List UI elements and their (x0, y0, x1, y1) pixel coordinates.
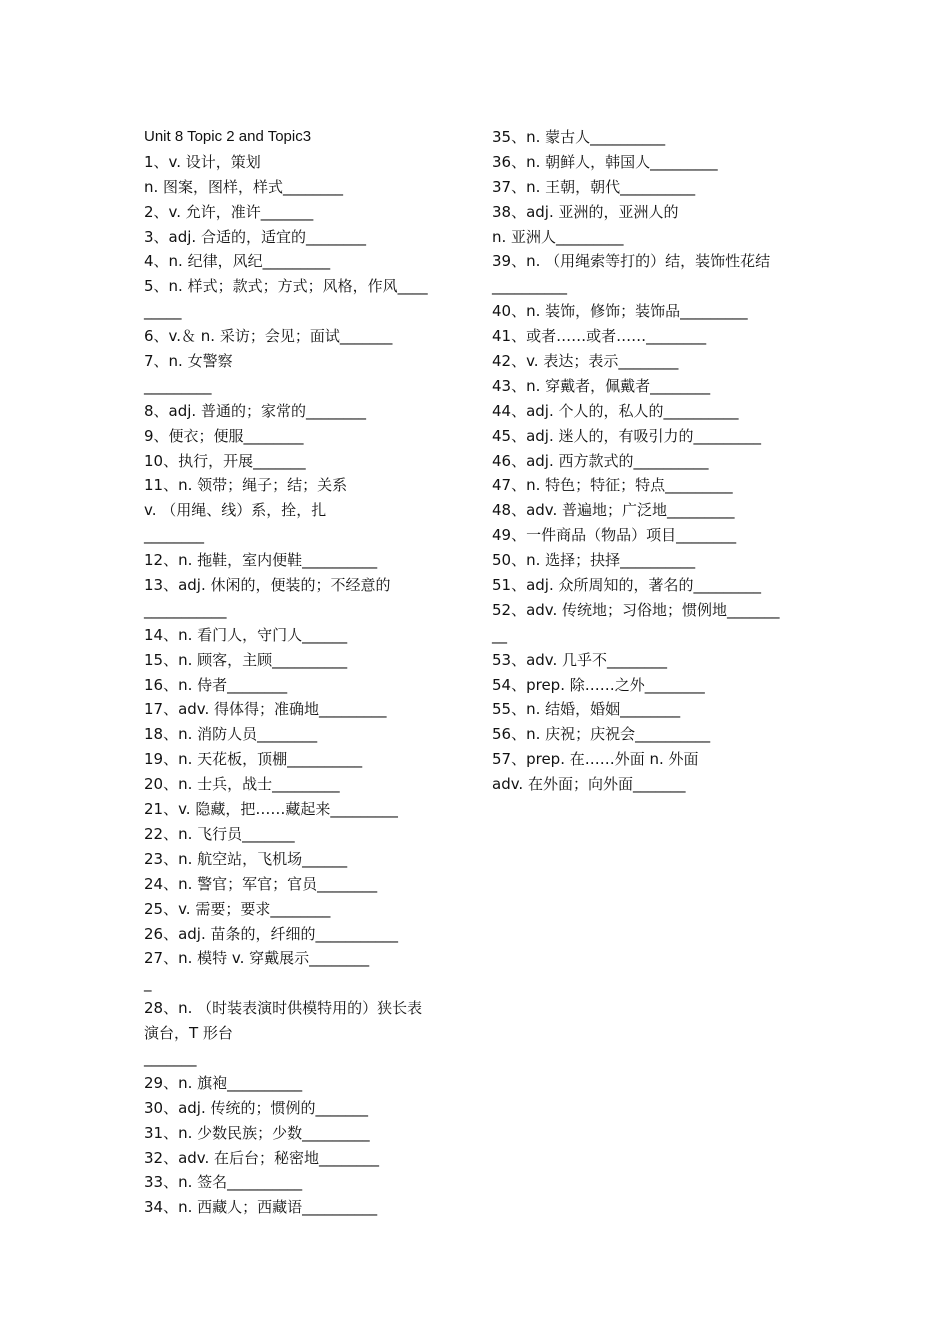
vocab-line: adv. 在外面；向外面_______ (492, 775, 686, 794)
vocab-line: _____ (144, 302, 182, 321)
vocab-line: 26、adj. 苗条的，纤细的___________ (144, 924, 399, 943)
vocab-line: 56、n. 庆祝；庆祝会__________ (492, 725, 711, 744)
vocab-line: 24、n. 警官；军官；官员________ (144, 874, 378, 893)
vocab-line: 29、n. 旗袍__________ (144, 1073, 303, 1092)
vocab-line: 53、adv. 几乎不________ (492, 650, 668, 669)
vocab-line: n. 图案，图样，样式________ (144, 177, 344, 196)
vocab-line: v. （用绳、线）系，拴，扎 (144, 501, 327, 520)
vocab-line: 47、n. 特色；特征；特点_________ (492, 476, 733, 495)
vocab-line: 40、n. 装饰，修饰；装饰品_________ (492, 302, 748, 321)
vocab-line: 5、n. 样式；款式；方式；风格，作风____ (144, 277, 428, 296)
vocab-line: 21、v. 隐藏，把……藏起来_________ (144, 800, 398, 819)
vocab-line: 4、n. 纪律，风纪_________ (144, 252, 331, 271)
vocab-line: 6、v.＆ n. 采访；会见；面试_______ (144, 327, 393, 346)
vocab-line: 31、n. 少数民族；少数_________ (144, 1123, 370, 1142)
vocab-line: 7、n. 女警察 (144, 352, 233, 371)
vocab-line: 38、adj. 亚洲的，亚洲人的 (492, 202, 679, 221)
vocab-line: ___________ (144, 600, 227, 619)
vocab-line: 11、n. 领带；绳子；结；关系 (144, 476, 348, 495)
vocab-line: 20、n. 士兵，战士_________ (144, 775, 340, 794)
vocab-line: 57、prep. 在……外面 n. 外面 (492, 750, 699, 769)
vocab-line: 19、n. 天花板，顶棚__________ (144, 750, 363, 769)
vocab-line: 42、v. 表达；表示________ (492, 352, 679, 371)
vocab-line: 16、n. 侍者________ (144, 675, 288, 694)
vocab-line: 30、adj. 传统的；惯例的_______ (144, 1098, 369, 1117)
vocab-line: 49、一件商品（物品）项目________ (492, 526, 737, 545)
vocab-line: 54、prep. 除……之外________ (492, 675, 705, 694)
vocab-line: 2、v. 允许，准许_______ (144, 202, 314, 221)
vocab-line: _______ (144, 1048, 197, 1067)
vocab-line: 演台，T 形台 (144, 1024, 233, 1043)
vocab-line: 55、n. 结婚，婚姻________ (492, 700, 681, 719)
vocab-line: 10、执行，开展_______ (144, 451, 306, 470)
vocab-line: 27、n. 模特 v. 穿戴展示________ (144, 949, 370, 968)
vocab-line: 36、n. 朝鲜人，韩国人_________ (492, 152, 718, 171)
vocab-line: 51、adj. 众所周知的，著名的_________ (492, 576, 762, 595)
vocab-line: 32、adv. 在后台；秘密地________ (144, 1148, 380, 1167)
vocab-line: 34、n. 西藏人；西藏语__________ (144, 1198, 378, 1217)
vocab-line: _________ (144, 376, 212, 395)
vocab-line: 25、v. 需要；要求________ (144, 899, 331, 918)
vocab-line: 13、adj. 休闲的，便装的；不经意的 (144, 576, 391, 595)
vocab-line: 17、adv. 得体得；准确地_________ (144, 700, 387, 719)
vocab-line: 52、adv. 传统地；习俗地；惯例地_______ (492, 600, 780, 619)
vocab-line: n. 亚洲人_________ (492, 227, 624, 246)
vocab-line: 1、v. 设计，策划 (144, 152, 261, 171)
vocab-line: 23、n. 航空站，飞机场______ (144, 849, 348, 868)
vocab-line: 50、n. 选择；抉择__________ (492, 551, 696, 570)
vocab-line: 46、adj. 西方款式的__________ (492, 451, 709, 470)
document-title: Unit 8 Topic 2 and Topic3 (144, 128, 312, 145)
vocab-line: 15、n. 顾客，主顾__________ (144, 650, 348, 669)
vocab-line: 9、便衣；便服________ (144, 426, 304, 445)
vocab-line: 41、或者……或者……________ (492, 327, 707, 346)
vocab-line: 18、n. 消防人员________ (144, 725, 318, 744)
vocab-line: 22、n. 飞行员_______ (144, 824, 295, 843)
vocab-line: 3、adj. 合适的，适宜的________ (144, 227, 366, 246)
vocab-line: 37、n. 王朝，朝代__________ (492, 177, 696, 196)
right-column (492, 125, 810, 797)
vocab-line: 14、n. 看门人，守门人______ (144, 625, 348, 644)
vocab-line: 35、n. 蒙古人__________ (492, 128, 666, 146)
vocab-line: 8、adj. 普通的；家常的________ (144, 401, 366, 420)
vocab-line: _ (144, 974, 152, 993)
vocab-line: 43、n. 穿戴者，佩戴者________ (492, 376, 711, 395)
vocab-line: 12、n. 拖鞋，室内便鞋__________ (144, 551, 378, 570)
vocab-line: 48、adv. 普遍地；广泛地_________ (492, 501, 735, 520)
vocab-line: 33、n. 签名__________ (144, 1173, 303, 1192)
vocab-line: __ (492, 625, 507, 644)
left-column (144, 125, 462, 1220)
vocab-line: 44、adj. 个人的，私人的__________ (492, 401, 739, 420)
vocab-line: 45、adj. 迷人的，有吸引力的_________ (492, 426, 762, 445)
vocab-line: ________ (144, 526, 204, 545)
vocab-line: 28、n. （时装表演时供模特用的）狭长表 (144, 999, 423, 1018)
vocab-line: 39、n. （用绳索等打的）结，装饰性花结 (492, 252, 771, 271)
vocab-line: __________ (492, 277, 567, 296)
